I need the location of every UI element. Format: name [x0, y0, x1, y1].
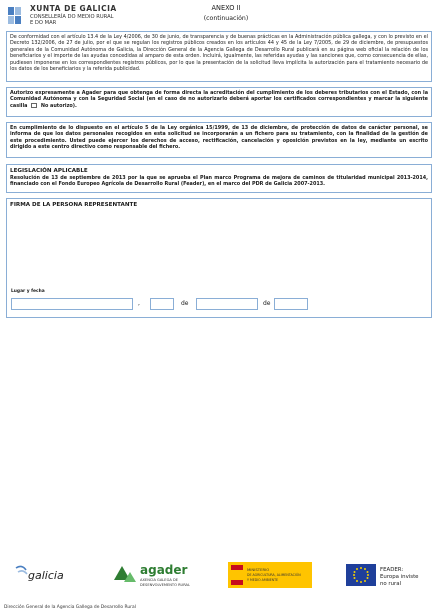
- feader-line1: FEADER:: [380, 567, 404, 573]
- signature-title: FIRMA DE LA PERSONA REPRESENTANTE: [10, 202, 138, 208]
- authorization-section: [6, 87, 432, 117]
- xunta-logo-icon: [6, 5, 23, 27]
- footer-text: Dirección General de la Agencia Gallega de Desarrollo Rural: [4, 605, 136, 610]
- data-protection-text: En cumplimiento de lo dispuesto en el artículo 5 de la Ley orgánica 15/1999, de 13 de diciembre, de protección de datos de carácter personal, se informa de que los datos personales recogidos en esta solicitud se incorporarán a un fichero para su tratamiento, con la finalidad de la gestión de este procedimiento. Usted puede ejercer los derechos de acceso, rectificación, cancelación y oposición previstos en la ley, mediante un escrito dirigido a este centro directivo como responsable del fichero.: [10, 125, 428, 151]
- footer-logos: [0, 560, 438, 594]
- legislation-title: LEGISLACIÓN APLICABLE: [10, 168, 88, 174]
- org-name: XUNTA DE GALICIA: [30, 4, 117, 13]
- annex-title: ANEXO II: [211, 4, 241, 12]
- authorization-text: [10, 90, 428, 109]
- transparency-text: De conformidad con el artículo 13.4 de la Ley 4/2006, de 30 de junio, de transparencia y de buenas prácticas en la Administración pública gallega, y con lo previsto en el Decreto 132/2006, de 27 de julio, por el que se regulan los registros públicos creados en los artículos 44 y 45 de la Ley 7/2005, de 29 de diciembre, de presupuestos generales de la Comunidad Autónoma de Galicia, la Dirección General de la Agencia Gallega de Desarrollo Rural publicará en su página web oficial la relación de los beneficiarios y el importe de las ayudas concedidas al amparo de esta orden. Incluirá, igualmente, las referidas ayudas y las sanciones que, como consecuencia de ellas, pudiesen imponerse en los correspondientes registros públicos, por lo que la presentación de la solicitud lleva implícita la autorización para el tratamiento necesario de los datos de los beneficiarios y la referida publicidad.: [10, 34, 428, 73]
- feader-line2: Europa inviste: [380, 574, 419, 580]
- ministerio-line3: Y MEDIO AMBIENTE: [247, 578, 279, 582]
- place-date-label: Lugar y fecha: [11, 289, 45, 294]
- ministerio-line1: MINISTERIO: [247, 567, 270, 572]
- agader-sub1: AXENCIA GALEGA DE: [140, 578, 178, 582]
- feader-line3: no rural: [380, 581, 402, 587]
- de-separator-2: de: [263, 300, 271, 307]
- no-authorize-label: No autorizo).: [40, 102, 77, 109]
- signature-section: [6, 198, 432, 318]
- day-field[interactable]: [150, 298, 174, 310]
- page-header: [6, 3, 432, 29]
- data-protection-section: [6, 122, 432, 158]
- place-field[interactable]: [11, 298, 133, 310]
- agader-logo-text: agader: [140, 563, 188, 577]
- org-department-line1: CONSELLERÍA DO MEDIO RURAL: [30, 14, 114, 20]
- legislation-text: Resolución de 13 de septiembre de 2013 por la que se aprueba el Plan marco Programa de mejora de caminos de titularidad municipal 2013-2014, financiado con el Fondo Europeo Agrícola de Desarrollo Rural (Feader), en el marco del PDR de Galicia 2007-2013.: [10, 175, 428, 188]
- comma-separator: ,: [138, 300, 140, 307]
- agader-logo: [112, 560, 208, 590]
- ministerio-logo: [228, 560, 312, 590]
- ministerio-line2: DE AGRICULTURA, ALIMENTACIÓN: [247, 573, 301, 577]
- org-department: [30, 14, 150, 26]
- galicia-logo-text: galicia: [28, 569, 64, 582]
- org-department-line2: E DO MAR: [30, 20, 57, 26]
- galicia-logo: [12, 560, 76, 590]
- no-authorize-checkbox[interactable]: [31, 103, 37, 108]
- feader-eu-logo: [346, 560, 434, 590]
- transparency-section: [6, 31, 432, 82]
- de-separator-1: de: [181, 300, 189, 307]
- month-field[interactable]: [196, 298, 258, 310]
- year-field[interactable]: [274, 298, 308, 310]
- agader-sub2: DESENVOLVEMENTO RURAL: [140, 583, 191, 587]
- legislation-section: [6, 164, 432, 193]
- annex-subtitle: (continuación): [203, 15, 249, 22]
- authorization-statement: Autorizo expresamente a Agader para que obtenga de forma directa la acreditación del cumplimiento de los deberes tributarios con el Estado, con la Comunidad Autónoma y con la Seguridad Social (en el caso de no autorizarlo deberá aportar los certificados correspondientes y marcar la siguiente casilla: [10, 90, 428, 109]
